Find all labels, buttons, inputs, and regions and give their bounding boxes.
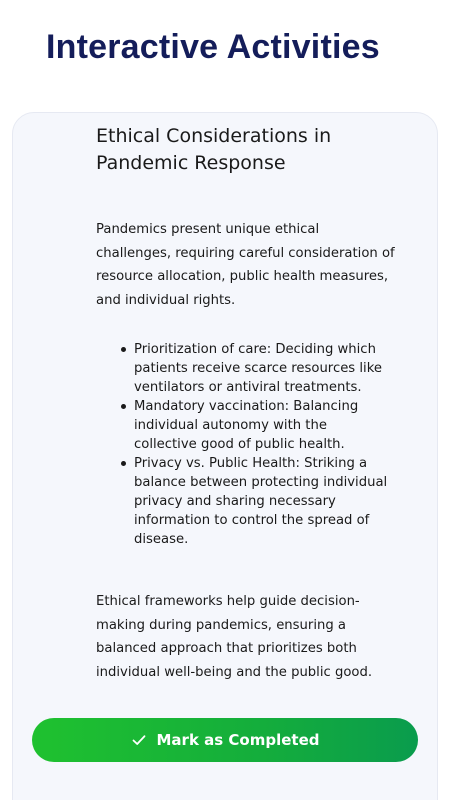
list-item-text: Privacy vs. Public Health: Striking a balance between protecting individual privacy and sharing necessary information to control the spread of disease.	[134, 456, 388, 547]
bullet-icon	[121, 461, 126, 466]
consideration-list	[119, 340, 391, 549]
list-item-text: Mandatory vaccination: Balancing individual autonomy with the collective good of public health.	[134, 399, 359, 452]
activity-card	[12, 112, 438, 800]
list-item	[119, 397, 391, 454]
activity-title: Ethical Considerations in Pandemic Response	[96, 125, 332, 174]
outro-paragraph: Ethical frameworks help guide decision-making during pandemics, ensuring a balanced approach that prioritizes both individual well-being and the public good.	[96, 594, 373, 680]
mark-completed-label: Mark as Completed	[156, 731, 320, 749]
page-title: Interactive Activities	[46, 28, 380, 66]
list-item-text: Prioritization of care: Deciding which patients receive scarce resources like ventilators or antiviral treatments.	[134, 342, 382, 395]
bullet-icon	[121, 404, 126, 409]
intro-paragraph: Pandemics present unique ethical challenges, requiring careful consideration of resource allocation, public health measures, and individual rights.	[96, 222, 395, 308]
check-icon	[131, 732, 147, 748]
mark-completed-button[interactable]	[32, 718, 418, 762]
list-item	[119, 454, 391, 549]
list-item	[119, 340, 391, 397]
bullet-icon	[121, 347, 126, 352]
